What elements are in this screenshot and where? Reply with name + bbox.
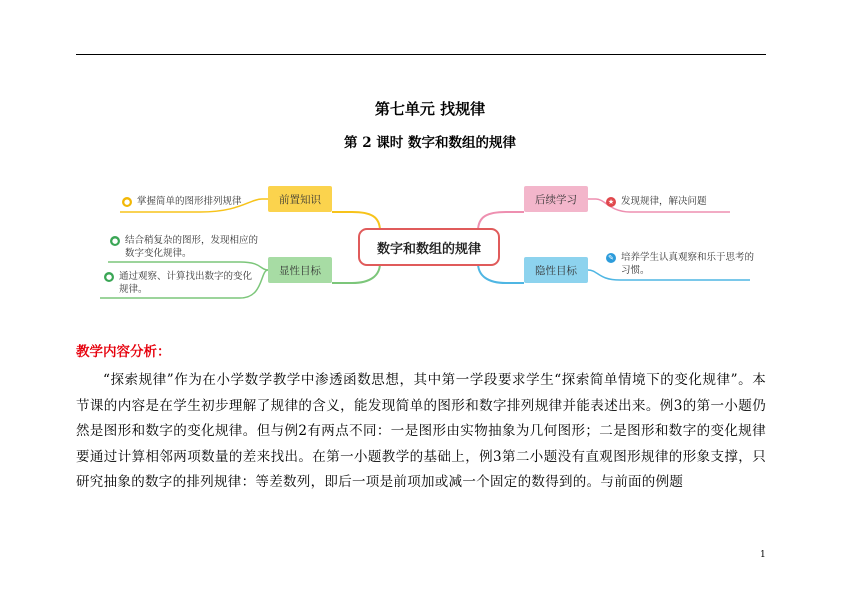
header-rule — [76, 54, 766, 55]
leaf-explicit-2 — [104, 270, 260, 296]
lightbulb-icon: ● — [123, 197, 131, 206]
leaf-prerequisite — [122, 195, 262, 208]
mind-map-center: 数字和数组的规律 — [358, 228, 500, 266]
category-implicit-goal: 隐性目标 — [524, 257, 588, 283]
page-number: 1 — [760, 550, 766, 560]
analysis-paragraph: “探索规律”作为在小学数学教学中渗透函数思想，其中第一学段要求学生“探索简单情境下的变化规律”。本节课的内容是在学生初步理解了规律的含义，能发现简单的图形和数字排列规律并能表述出来。例3的第一小题仍然是图形和数字的变化规律。但与例2有两点不同：一是图形由实物抽象为几何图形；二是图形和数字的变化规律要通过计算相邻两项数量的差来找出。在第一小题教学的基础上，例3第二小题没有直观图形规律的形象支撑，只研究抽象的数字的排列规律：等差数列，即后一项是前项加或减一个固定的数得到的。与前面的例题 — [76, 372, 766, 490]
mind-map — [90, 176, 770, 310]
user-icon: ● — [111, 236, 119, 245]
leaf-text: 掌握简单的图形排列规律 — [137, 196, 242, 207]
leaf-implicit — [606, 251, 756, 277]
category-prerequisite: 前置知识 — [268, 186, 332, 212]
leaf-text: 发现规律，解决问题 — [621, 196, 707, 207]
section-heading: 教学内容分析： — [76, 344, 171, 360]
category-explicit-goal: 显性目标 — [268, 257, 332, 283]
pen-icon: ✎ — [606, 253, 616, 263]
user-icon: ● — [105, 272, 113, 281]
category-follow-up: 后续学习 — [524, 186, 588, 212]
leaf-text: 通过观察、计算找出数字的变化规律。 — [119, 271, 253, 295]
lesson-subtitle: 第 2 课时 数字和数组的规律 — [344, 135, 516, 151]
leaf-text: 培养学生认真观察和乐于思考的习惯。 — [621, 252, 755, 276]
leaf-follow-up — [606, 195, 746, 208]
unit-title: 第七单元 找规律 — [374, 100, 486, 118]
leaf-text: 结合稍复杂的图形，发现相应的数字变化规律。 — [125, 235, 259, 259]
star-icon: ★ — [607, 197, 615, 206]
leaf-explicit-1 — [110, 234, 260, 260]
